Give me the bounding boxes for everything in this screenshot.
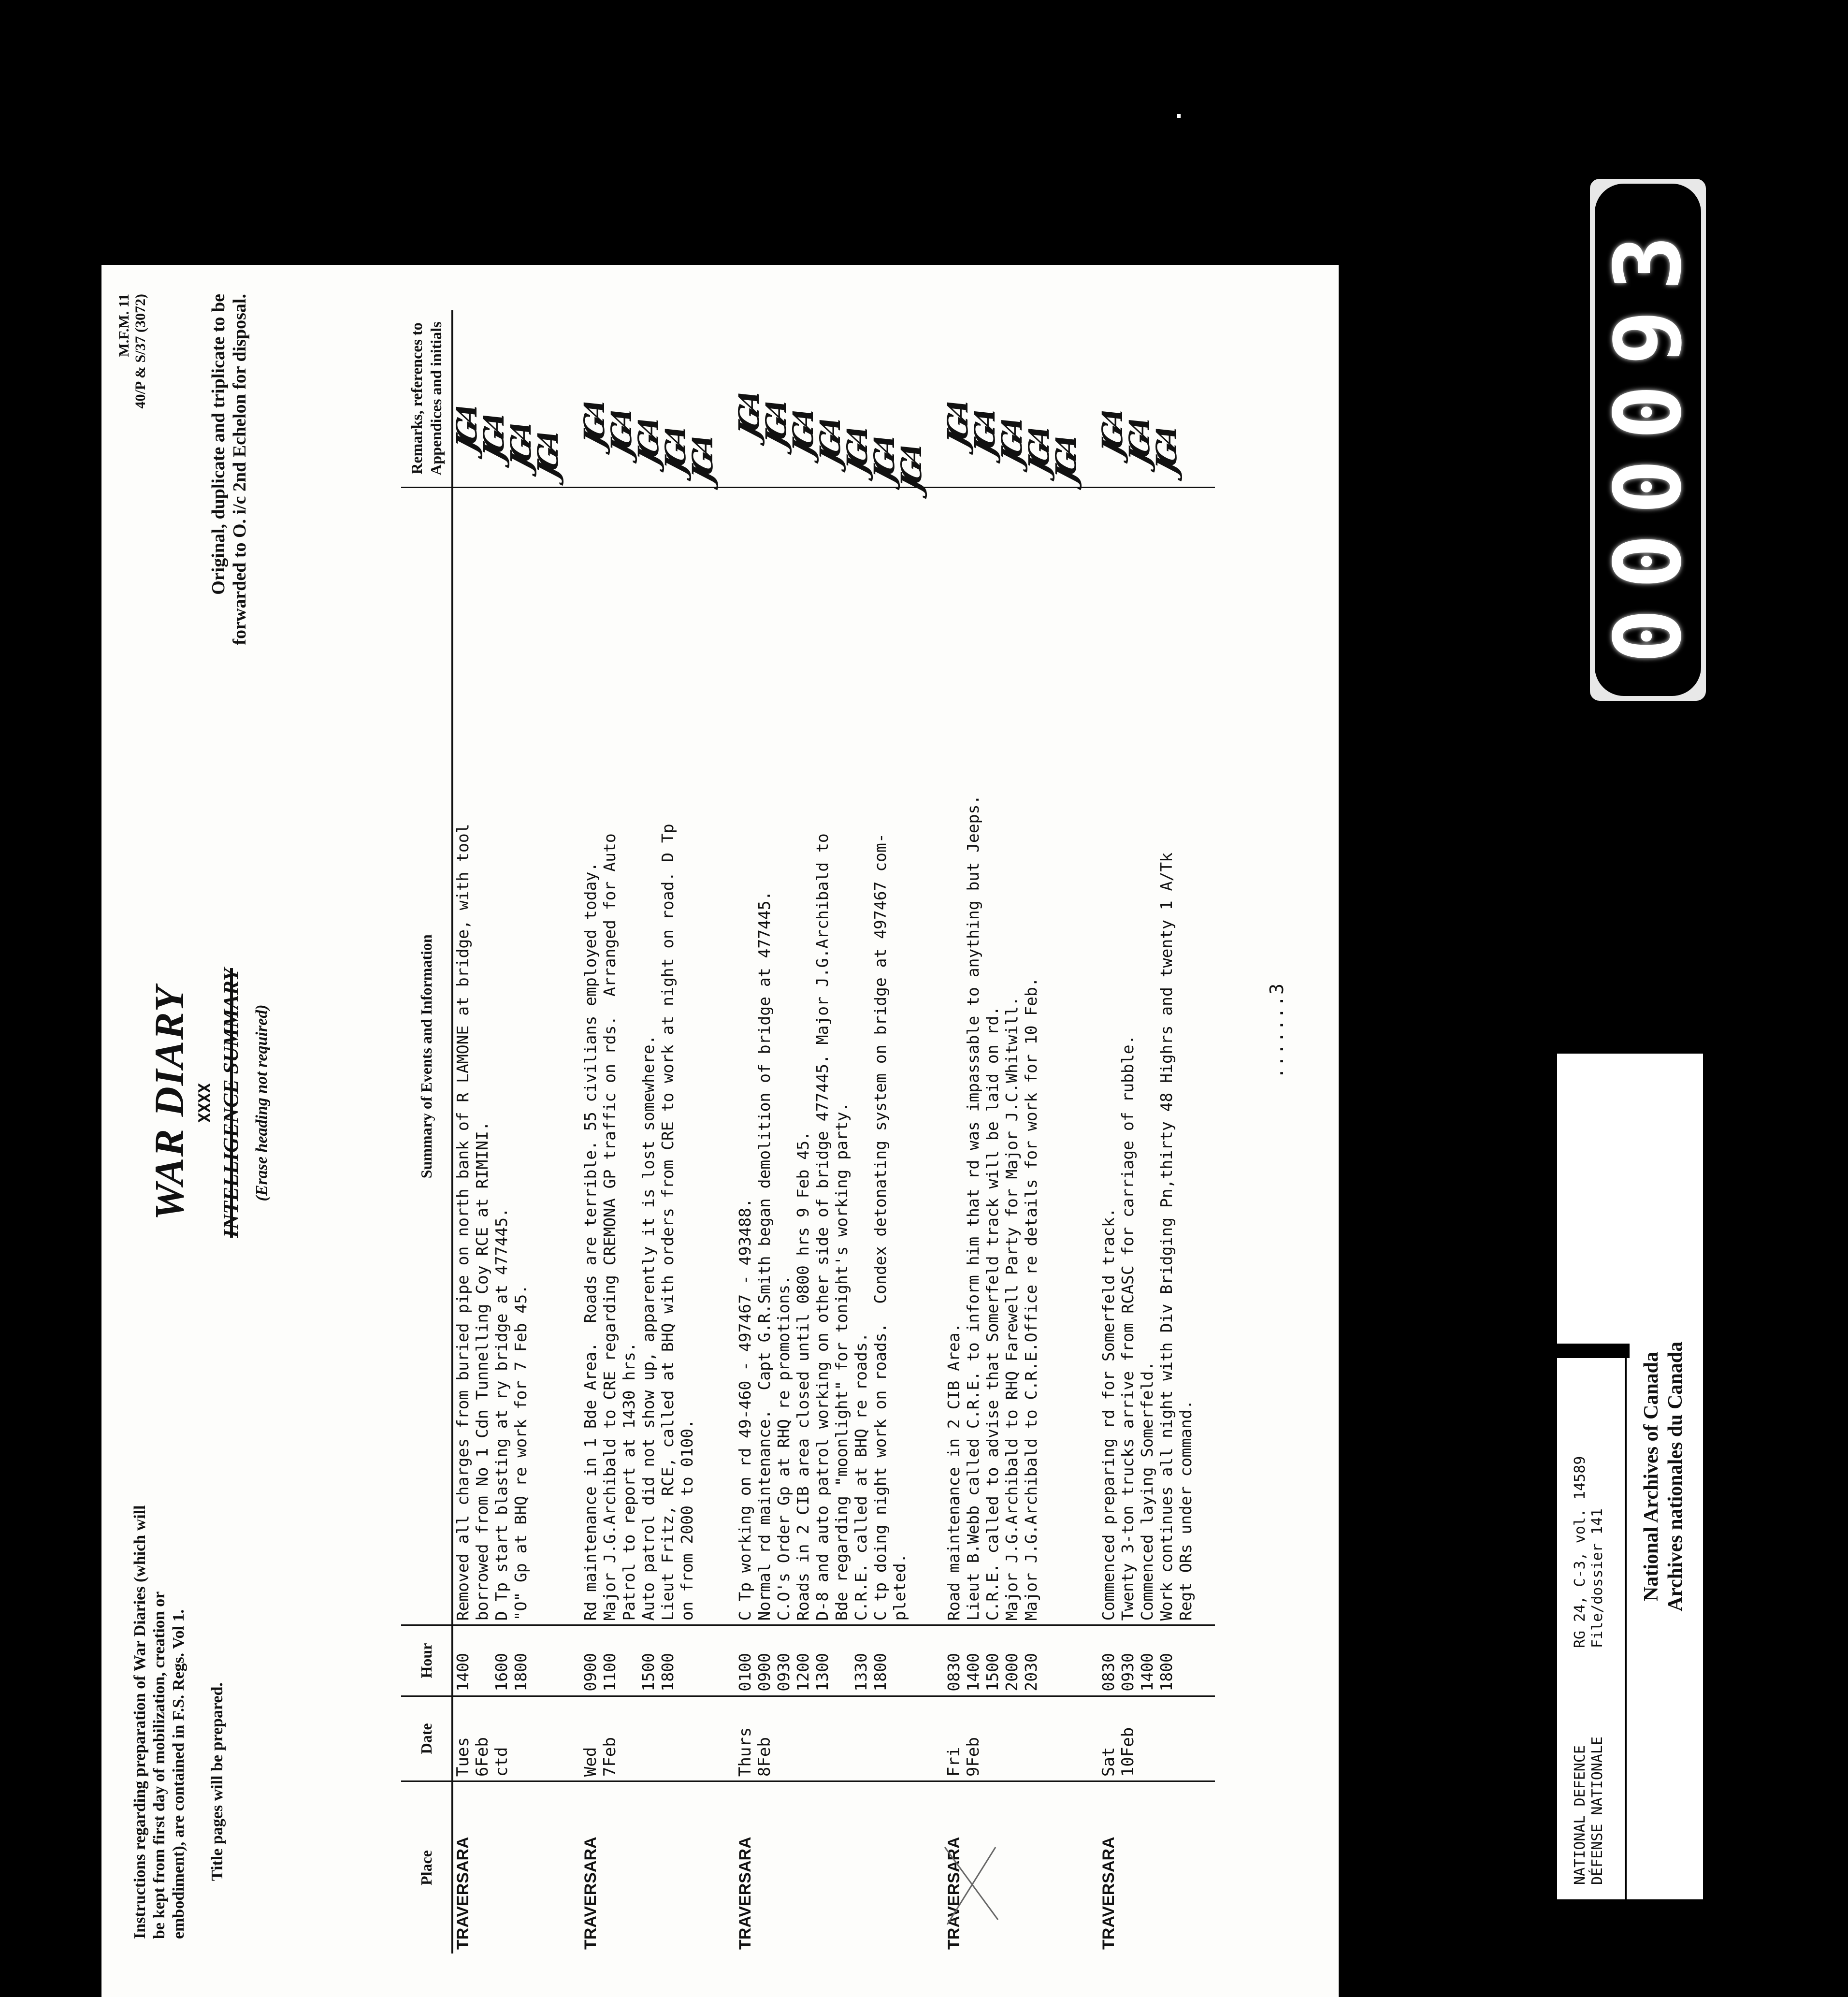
- header-row: [401, 310, 452, 1954]
- entry-date-cell: [944, 1696, 1099, 1781]
- entry-hours: 0830 1400 1500 2000 2030: [944, 1653, 1040, 1692]
- entry-place-cell: [581, 1781, 736, 1954]
- entry-initials-cell: [452, 310, 581, 488]
- frame-number-wrapper: [1595, 184, 1701, 696]
- entry-date-cell: [581, 1696, 736, 1781]
- entry-summary: Removed all charges from buried pipe on north bank of R LAMONE at bridge, with tool borrowed from No 1 Cdn Tunnelling Coy RCE at RIMINI. D Tp start blasting at ry bridge at 477445. "O" Gp at BHQ re work for 7 Feb 45.: [453, 824, 530, 1621]
- form-id: [116, 294, 149, 409]
- entry-initials: JGA JGA JGA JGA JGA: [941, 399, 1083, 487]
- entry-hours: 0900 1100 1500 1800: [581, 1653, 677, 1692]
- entry-summary-cell: [1099, 488, 1215, 1625]
- entry-place-cell: [1099, 1781, 1215, 1954]
- header-summary: Summary of Events and Information: [401, 488, 452, 1625]
- entry-summary: Road maintenance in 2 CIB Area. Lieut B.Webb called C.R.E. to inform him that rd was impassable to anything but Jeeps. C.R.E. called to advise that Somerfeld track will be laid on rd. Major J.G.Archibald to RHQ Farewell Party for Major J.C.Whitwill. Major J.G.Archibald to C.R.E.Office re details for work for 10 Feb.: [944, 795, 1040, 1621]
- war-diary-sheet: [101, 265, 1339, 1997]
- entry-hours-cell: [1099, 1625, 1215, 1696]
- entry-place: TRAVERSARA: [581, 1837, 600, 1950]
- archive-label-wrapper: [1557, 1054, 1703, 1899]
- entry-summary-cell: [944, 488, 1099, 1625]
- entry-initials: JGA JGA JGA JGA: [450, 403, 564, 482]
- entry-date-cell: [1099, 1696, 1215, 1781]
- record-reference: RG 24, C-3, vol. 14589 File/dossier 141: [1572, 1456, 1606, 1648]
- header-hour: Hour: [401, 1625, 452, 1696]
- struck-heading: INTELLIGENCE SUMMARY: [219, 968, 243, 1238]
- instructions-text: Instructions regarding preparation of War Diaries (which will be kept from first day of mobilization, creation or embodiment), are contained in F.S. Regs. Vol 1.: [131, 1505, 188, 1939]
- entry-place-cell: [452, 1781, 581, 1954]
- entry-date: Sat 10Feb: [1099, 1727, 1138, 1777]
- film-speck: [1177, 114, 1181, 118]
- entry-initials: JGA JGA JGA: [1096, 407, 1183, 478]
- heading: [145, 789, 271, 1417]
- frame-number: [1595, 184, 1701, 696]
- diary-entry-row: [1099, 310, 1215, 1954]
- entry-date: Fri 9Feb: [944, 1737, 983, 1777]
- typed-over-mark: XXXX: [195, 1083, 215, 1123]
- label-divider: [1557, 1344, 1630, 1358]
- forwarding-note: Original, duplicate and triplicate to be forwarded to O. i/c 2nd Echelon for disposal.: [208, 294, 250, 645]
- diary-entry-row: [452, 310, 581, 1954]
- header-remarks: Remarks, references to Appendices and initials: [401, 310, 452, 488]
- entry-initials: JGA JGA JGA JGA JGA JGA JGA: [733, 390, 928, 495]
- entry-date: Thurs 8Feb: [736, 1727, 774, 1777]
- diary-table: [401, 310, 1215, 1954]
- entry-place: TRAVERSARA: [736, 1837, 754, 1950]
- pencil-cross-mark: [942, 1842, 1000, 1929]
- instructions-block: [130, 1504, 227, 1939]
- entry-summary: Commenced preparing rd for Somerfeld track. Twenty 3-ton trucks arrive from RCASC for carriage of rubble. Commenced laying Somerfeld. Work continues all night with Div Bridging Pn,thirty 48 Highrs and twenty 1 A/Tk Regt ORs under command.: [1099, 853, 1195, 1621]
- archive-label: [1557, 1054, 1703, 1899]
- entry-hours-cell: [581, 1625, 736, 1696]
- entry-summary-cell: [736, 488, 944, 1625]
- entry-date: Wed 7Feb: [581, 1737, 620, 1777]
- diary-entry-row: [736, 310, 944, 1954]
- entry-date: Tues 6Feb ctd: [453, 1737, 511, 1777]
- entry-initials-cell: [941, 310, 1099, 488]
- title-pages-note: Title pages will be prepared.: [208, 1682, 226, 1881]
- entry-initials: JGA JGA JGA JGA JGA: [578, 399, 719, 487]
- diary-entry-row: [581, 310, 736, 1954]
- entry-hours: 1400 1600 1800: [453, 1653, 530, 1692]
- form-number: M.F.M. 11: [116, 294, 132, 357]
- continued-marker: .......3: [1266, 982, 1287, 1079]
- diary-body: [452, 310, 1215, 1954]
- entry-hours: 0830 0930 1400 1800: [1099, 1653, 1176, 1692]
- entry-hours-cell: [736, 1625, 944, 1696]
- archives-name-fr: Archives nationales du Canada: [1664, 1341, 1687, 1612]
- page-title: WAR DIARY: [146, 985, 192, 1220]
- entry-initials-cell: [1096, 310, 1215, 488]
- entry-place: TRAVERSARA: [1099, 1837, 1118, 1950]
- entry-summary: Rd maintenance in 1 Bde Area. Roads are terrible. 55 civilians employed today. Major J.G.Archibald to CRE regarding CREMONA GP traffic on rds. Arranged for Auto Patrol to report at 1430 hrs. Auto patrol did not show up, apparently it is lost somewhere. Lieut Fritz, RCE, called at BHQ with orders from CRE to work at night on road. D Tp on from 2000 to 0100.: [581, 824, 696, 1621]
- entry-place-cell: [736, 1781, 944, 1954]
- entry-initials-cell: [733, 310, 944, 495]
- entry-hours: 0100 0900 0930 1200 1300 1330 1800: [736, 1653, 890, 1692]
- department-name: NATIONAL DEFENCE DÉFENSE NATIONALE: [1572, 1736, 1606, 1885]
- entry-date-cell: [736, 1696, 944, 1781]
- erase-note: (Erase heading not required): [253, 1004, 271, 1201]
- archives-name: [1639, 1054, 1688, 1899]
- entry-hours-cell: [452, 1625, 581, 1696]
- frame-number-text: 000093: [1594, 216, 1702, 664]
- diary-entry-row: [944, 310, 1099, 1954]
- entry-place: TRAVERSARA: [454, 1837, 472, 1950]
- entry-place: TRAVERSARA: [945, 1837, 963, 1950]
- entry-summary-cell: [452, 488, 581, 1625]
- archives-name-en: National Archives of Canada: [1640, 1351, 1662, 1602]
- entry-summary-cell: [581, 488, 736, 1625]
- archive-reference-box: [1557, 1358, 1627, 1899]
- header-date: Date: [401, 1696, 452, 1781]
- entry-hours-cell: [944, 1625, 1099, 1696]
- form-code: 40/P & S/37 (3072): [132, 294, 148, 409]
- entry-initials-cell: [578, 310, 736, 488]
- entry-date-cell: [452, 1696, 581, 1781]
- header-place: Place: [401, 1781, 452, 1954]
- war-diary-sheet-wrapper: [101, 265, 1339, 1997]
- entry-summary: C Tp working on rd 49-460 - 497467 - 493488. Normal rd maintenance. Capt G.R.Smith began demolition of bridge at 477445. C.O's Order Gp at RHQ re promotions. Roads in 2 CIB area closed until 0800 hrs 9 Feb 45. D-8 and auto patrol working on other side of bridge 477445. Major J.G.Archibald to Bde regarding "moonlight" for tonight's working party. C.R.E. called at BHQ re roads. C tp doing night work on roads. Condex detonating system on bridge at 497467 com- pleted.: [736, 833, 909, 1621]
